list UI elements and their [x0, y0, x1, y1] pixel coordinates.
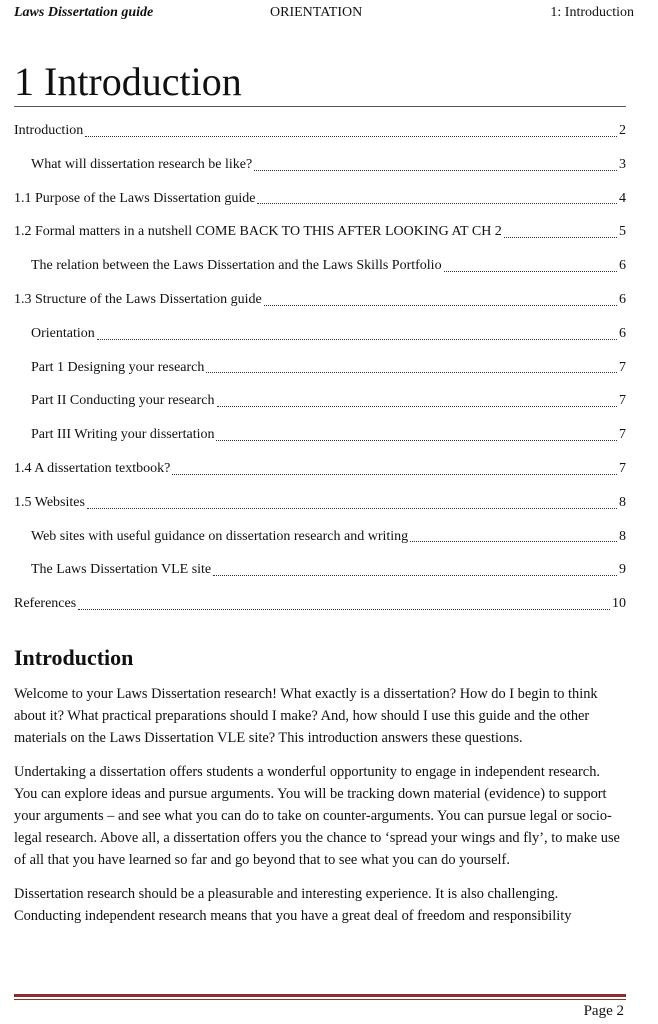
running-header: [14, 5, 634, 23]
title-divider: [14, 106, 626, 107]
toc-entry-title: 1.2 Formal matters in a nutshell COME BACK TO THIS AFTER LOOKING AT CH 2: [14, 224, 502, 240]
toc-leader-dots: [97, 338, 617, 340]
toc-entry[interactable]: [14, 559, 626, 593]
toc-entry-page: 7: [619, 427, 626, 443]
toc-leader-dots: [217, 405, 618, 407]
table-of-contents: [14, 120, 626, 627]
toc-entry-title: 1.4 A dissertation textbook?: [14, 460, 171, 476]
toc-entry[interactable]: [14, 357, 626, 391]
toc-entry-title: 1.1 Purpose of the Laws Dissertation guide: [14, 190, 256, 206]
toc-entry-page: 7: [619, 359, 626, 375]
toc-entry-title: Web sites with useful guidance on dissertation research and writing: [31, 528, 409, 544]
body-text: [14, 683, 626, 939]
toc-entry[interactable]: [14, 424, 626, 458]
toc-entry[interactable]: [14, 390, 626, 424]
toc-entry-page: 8: [619, 528, 626, 544]
toc-entry[interactable]: [14, 255, 626, 289]
header-chapter: 1: Introduction: [550, 5, 634, 20]
toc-entry[interactable]: [14, 120, 626, 154]
toc-entry[interactable]: [14, 492, 626, 526]
toc-entry-title: References: [14, 596, 77, 612]
toc-leader-dots: [216, 439, 617, 441]
toc-leader-dots: [504, 236, 617, 238]
toc-entry-title: Introduction: [14, 123, 84, 138]
toc-leader-dots: [410, 540, 617, 542]
toc-entry[interactable]: [14, 188, 626, 222]
toc-leader-dots: [213, 574, 617, 576]
toc-entry[interactable]: [14, 458, 626, 492]
header-guide-title: Laws Dissertation guide: [14, 5, 154, 20]
toc-leader-dots: [264, 304, 617, 306]
chapter-title: 1 Introduction: [14, 59, 242, 104]
toc-entry-page: 7: [619, 460, 626, 476]
footer-divider-thin: [14, 999, 626, 1000]
toc-leader-dots: [78, 608, 610, 610]
toc-entry[interactable]: [14, 526, 626, 560]
toc-entry-title: The relation between the Laws Dissertation and the Laws Skills Portfolio: [31, 258, 442, 274]
toc-entry-title: Part 1 Designing your research: [31, 359, 205, 375]
toc-entry-page: 10: [612, 596, 626, 612]
toc-entry[interactable]: [14, 593, 626, 627]
toc-entry-page: 5: [619, 224, 626, 240]
toc-entry-page: 8: [619, 494, 626, 510]
toc-entry-page: 9: [619, 562, 626, 578]
toc-entry-title: Orientation: [31, 325, 95, 341]
toc-entry-page: 2: [619, 123, 626, 138]
toc-leader-dots: [444, 270, 617, 272]
toc-entry[interactable]: [14, 289, 626, 323]
toc-entry-page: 6: [619, 325, 626, 341]
toc-entry-title: 1.5 Websites: [14, 494, 85, 510]
toc-entry-title: 1.3 Structure of the Laws Dissertation guide: [14, 291, 262, 307]
toc-leader-dots: [206, 371, 617, 373]
section-heading: Introduction: [14, 645, 134, 670]
page-number: Page 2: [583, 1003, 624, 1019]
toc-entry-title: Part II Conducting your research: [31, 393, 215, 409]
toc-entry-page: 3: [619, 156, 626, 172]
toc-leader-dots: [254, 169, 617, 171]
toc-entry-page: 7: [619, 393, 626, 409]
footer-divider: [14, 994, 626, 997]
toc-entry[interactable]: [14, 221, 626, 255]
toc-entry-page: 6: [619, 258, 626, 274]
toc-entry-page: 6: [619, 291, 626, 307]
toc-entry[interactable]: [14, 323, 626, 357]
header-section: ORIENTATION: [270, 5, 363, 20]
toc-leader-dots: [85, 135, 617, 137]
paragraph: Welcome to your Laws Dissertation research! What exactly is a dissertation? How do I begin to think about it? What practical preparations should I make? And, how should I use this guide and the other materials on the Laws Dissertation VLE site? This introduction answers these questions.: [14, 686, 598, 746]
toc-entry-title: What will dissertation research be like?: [31, 156, 253, 172]
toc-leader-dots: [257, 202, 617, 204]
toc-entry-title: Part III Writing your dissertation: [31, 427, 215, 443]
toc-entry-title: The Laws Dissertation VLE site: [31, 562, 212, 578]
toc-entry[interactable]: [14, 154, 626, 188]
toc-leader-dots: [87, 507, 617, 509]
paragraph: Dissertation research should be a pleasurable and interesting experience. It is also challenging. Conducting independent research means that you have a great deal of freedom and responsibility: [14, 886, 572, 924]
toc-leader-dots: [172, 473, 617, 475]
paragraph: Undertaking a dissertation offers students a wonderful opportunity to engage in independent research. You can explore ideas and pursue arguments. You will be tracking down material (evidence) to support your arguments – and see what you can do to take on counter-arguments. You can pursue legal or socio-legal research. Above all, a dissertation offers you the chance to ‘spread your wings and fly’, to make use of all that you have learned so far and go beyond that to see what you can do yourself.: [14, 764, 620, 868]
toc-entry-page: 4: [619, 190, 626, 206]
